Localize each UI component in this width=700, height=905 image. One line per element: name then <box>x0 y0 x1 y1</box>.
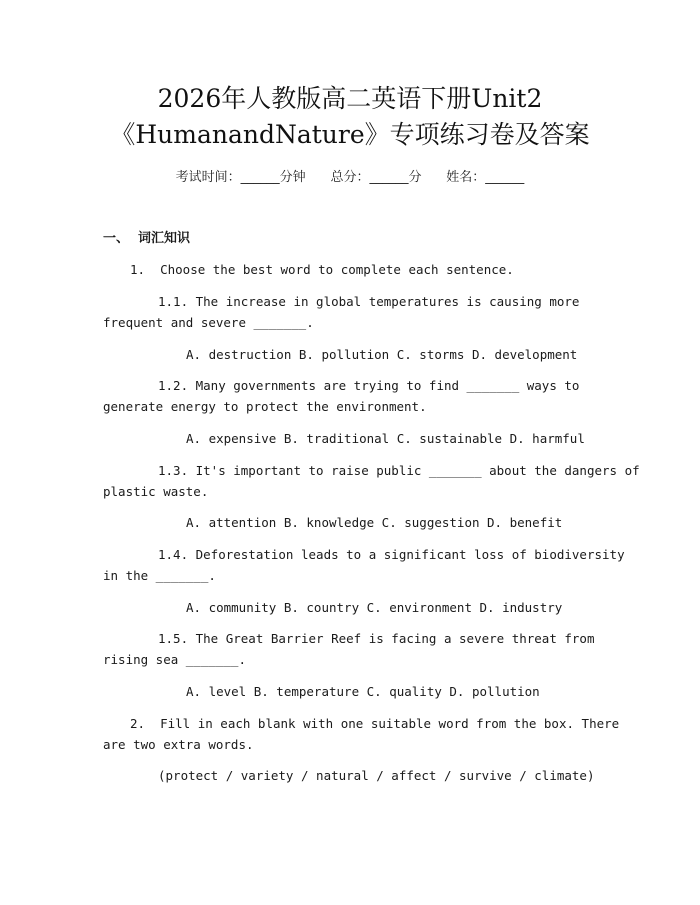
item-1-2-stem-cont: generate energy to protect the environment. <box>103 399 427 414</box>
page-title-line2: 《HumanandNature》专项练习卷及答案 <box>110 120 590 149</box>
item-1-3-stem-cont: plastic waste. <box>103 484 209 499</box>
item-1-5-stem: 1.5. The Great Barrier Reef is facing a severe threat from <box>158 631 595 646</box>
exam-score: 总分：______分 <box>330 170 422 185</box>
page-title-line1: 2026年人教版高二英语下册Unit2 <box>157 84 543 113</box>
item-1-4-stem-cont: in the _______. <box>103 568 216 583</box>
item-1-1-stem: 1.1. The increase in global temperatures is causing more <box>158 294 580 309</box>
question1-instruction: 1. Choose the best word to complete each sentence. <box>130 262 514 277</box>
item-1-4-options: A. community B. country C. environment D. industry <box>186 600 563 615</box>
question2-instruction: 2. Fill in each blank with one suitable word from the box. There <box>130 716 620 731</box>
item-1-1-options: A. destruction B. pollution C. storms D. development <box>186 347 578 362</box>
item-1-1-stem-cont: frequent and severe _______. <box>103 315 314 330</box>
item-1-2-options: A. expensive B. traditional C. sustainable D. harmful <box>186 431 585 446</box>
item-1-5-stem-cont: rising sea _______. <box>103 652 246 667</box>
student-name: 姓名：______ <box>446 170 525 185</box>
item-1-3-stem: 1.3. It's important to raise public _______ about the dangers of <box>158 463 640 478</box>
section-heading-vocabulary: 一、 词汇知识 <box>103 231 191 246</box>
exam-time: 考试时间：______分钟 <box>175 170 306 185</box>
word-box: (protect / variety / natural / affect / survive / climate) <box>158 768 595 783</box>
exam-meta <box>0 168 700 188</box>
item-1-5-options: A. level B. temperature C. quality D. pollution <box>186 684 540 699</box>
item-1-4-stem: 1.4. Deforestation leads to a significant loss of biodiversity <box>158 547 625 562</box>
item-1-2-stem: 1.2. Many governments are trying to find _______ ways to <box>158 378 580 393</box>
question2-instruction-cont: are two extra words. <box>103 737 254 752</box>
item-1-3-options: A. attention B. knowledge C. suggestion D. benefit <box>186 515 563 530</box>
